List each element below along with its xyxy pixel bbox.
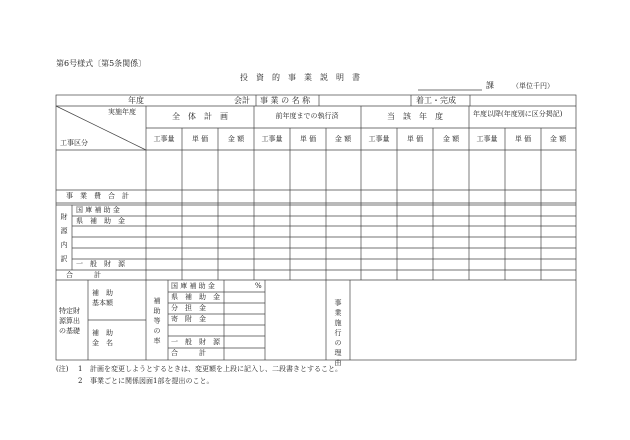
col-inko: 年度以降(年度別に区分掲記): [473, 110, 563, 118]
hojo-kihon-label: 補 助 基本額: [92, 289, 113, 307]
lower-gokei: 合 計: [171, 349, 206, 357]
sub-tanka-3: 単 価: [406, 135, 424, 143]
note-1: 計画を変更しようとするときは、変更額を上段に記入し、二段書きとすること。: [90, 365, 342, 373]
note-2: 事業ごとに関係図面1部を提出のこと。: [90, 377, 214, 385]
unit-label: （単位千円）: [512, 82, 554, 90]
jigyo-name-label: 事 業 の 名 称: [260, 96, 311, 105]
lower-kifu: 寄 附 金: [171, 315, 206, 323]
tokutei-label: 特定財 源算出 の基礎: [59, 307, 80, 335]
sub-kojiryo-3: 工事量: [368, 135, 390, 143]
lower-ken: 県 補 助 金: [171, 293, 220, 301]
sub-kingaku-1: 金 額: [227, 135, 245, 143]
sub-tanka-1: 単 価: [191, 135, 209, 143]
jigyohi-gokei: 事 業 費 合 計: [66, 192, 129, 200]
note-2-number: 2: [78, 377, 83, 385]
zaigen-uchiwake: 財源内訳: [60, 213, 68, 263]
lower-kokko: 国 庫 補 助 金: [171, 282, 215, 290]
hojo-kingaku-label: 補 助 金 名: [92, 329, 113, 347]
page-title: 投 資 的 事 業 説 明 書: [240, 73, 360, 82]
col-zennendo: 前年度までの執行済: [275, 112, 339, 120]
form-number: 第6号様式〔第5条関係〕: [56, 59, 147, 68]
ippan-row: 一 般 財 源: [76, 260, 125, 268]
jigyo-riyu-label: 事業施行の理由: [334, 299, 342, 367]
lower-ippan: 一 般 財 源: [171, 338, 220, 346]
dept-label: 課: [486, 81, 494, 90]
note-1-number: 1: [78, 365, 83, 373]
chakko-label: 着工・完成: [416, 96, 456, 105]
percent-sign: %: [255, 282, 262, 290]
lower-buntan: 分 担 金: [171, 304, 206, 312]
sub-kojiryo-4: 工事量: [476, 135, 498, 143]
col-togai: 当 該 年 度: [387, 112, 443, 121]
ken-row: 県 補 助 金: [76, 217, 125, 225]
col-zentai: 全 体 計 画: [172, 112, 228, 121]
notes-label: (注): [56, 365, 69, 373]
sub-kingaku-2: 金 額: [334, 135, 352, 143]
hojoritsu-label: 補助等の率: [153, 297, 161, 345]
sub-tanka-4: 単 価: [514, 135, 532, 143]
kaikei-label: 会計: [234, 96, 250, 105]
sub-kojiryo-1: 工事量: [153, 135, 175, 143]
sub-kingaku-4: 金 額: [549, 135, 567, 143]
sub-kingaku-3: 金 額: [442, 135, 460, 143]
gokei-row: 合 計: [66, 271, 101, 279]
jisshi-nendo-label: 実施年度: [108, 108, 136, 116]
kokko-row: 国 庫 補 助 金: [76, 206, 120, 214]
sub-tanka-2: 単 価: [299, 135, 317, 143]
koji-kubun-label: 工事区分: [60, 139, 88, 147]
sub-kojiryo-2: 工事量: [261, 135, 283, 143]
nendo-label: 年度: [128, 96, 144, 105]
